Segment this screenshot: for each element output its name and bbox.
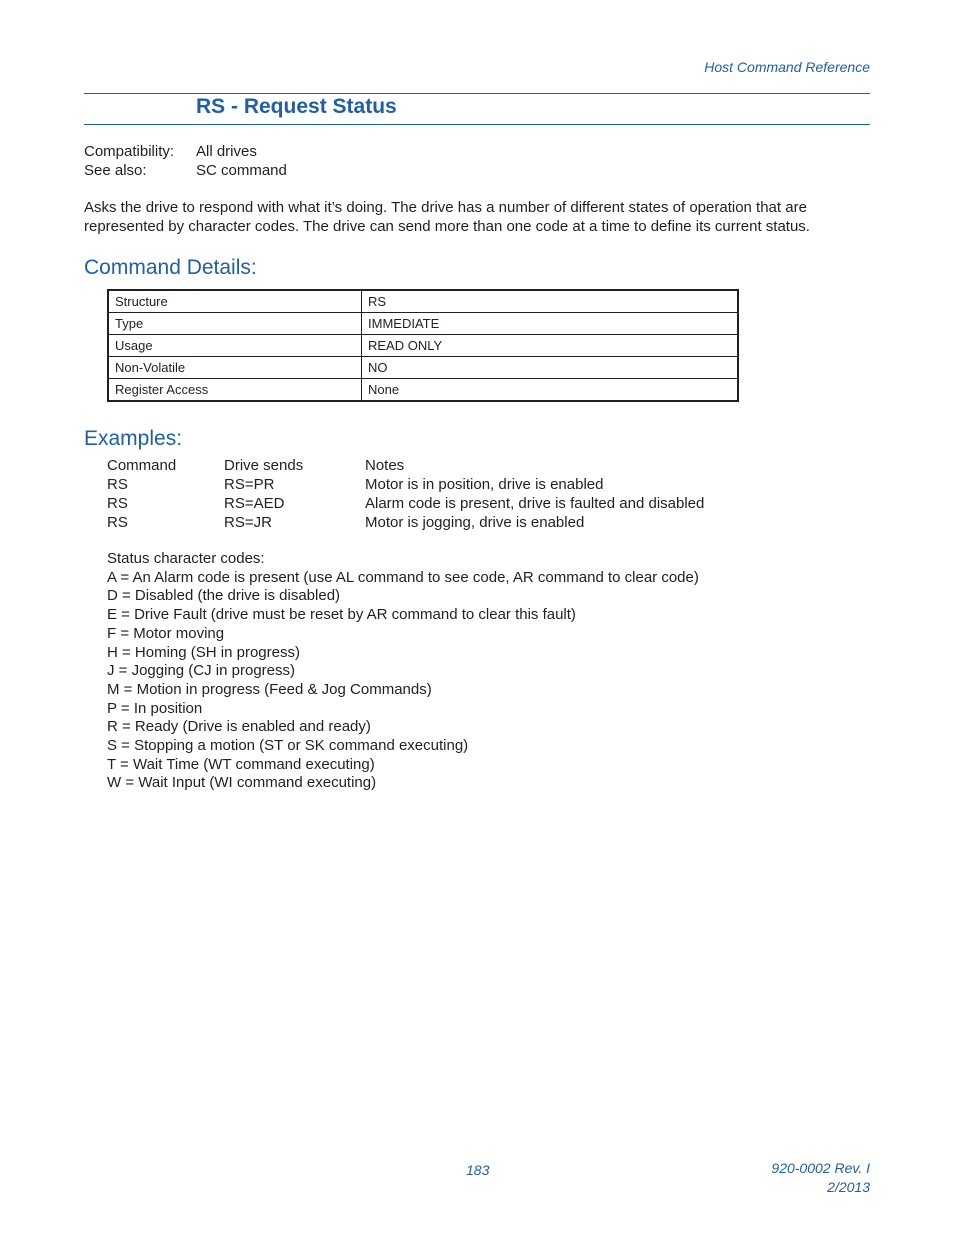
- command-details-table: [107, 289, 739, 402]
- detail-key: Non-Volatile: [108, 357, 362, 379]
- doc-date: 2/2013: [827, 1179, 870, 1195]
- table-row: [108, 379, 738, 402]
- meta-value: SC command: [196, 162, 287, 179]
- page-number: 183: [466, 1162, 490, 1178]
- example-row: [107, 513, 704, 532]
- example-row: [107, 494, 704, 513]
- example-notes: Alarm code is present, drive is faulted and disabled: [365, 495, 705, 512]
- status-codes-block: [107, 550, 699, 793]
- status-code-item: A = An Alarm code is present (use AL command to see code, AR command to clear code): [107, 568, 699, 586]
- example-notes: Motor is in position, drive is enabled: [365, 476, 604, 493]
- table-row: [108, 313, 738, 335]
- status-code-item: E = Drive Fault (drive must be reset by AR command to clear this fault): [107, 606, 576, 624]
- detail-value: RS: [362, 290, 739, 313]
- status-code-item: P = In position: [107, 699, 203, 717]
- meta-row-see-also: [84, 161, 287, 180]
- meta-block: [84, 142, 287, 180]
- status-codes-heading: Status character codes:: [107, 550, 265, 567]
- intro-paragraph: Asks the drive to respond with what it’s doing. The drive has a number of different states of operation that are represented by character codes. The drive can send more than one code at a time to define its current status.: [84, 199, 810, 235]
- meta-label: See also:: [84, 162, 147, 179]
- page-title: RS - Request Status: [196, 95, 397, 118]
- example-command: RS: [107, 495, 128, 512]
- meta-label: Compatibility:: [84, 143, 175, 160]
- status-code-item: T = Wait Time (WT command executing): [107, 755, 375, 773]
- title-rule-top: [84, 93, 870, 94]
- example-command: RS: [107, 476, 128, 493]
- meta-row-compatibility: [84, 142, 287, 161]
- detail-value: READ ONLY: [362, 335, 739, 357]
- meta-value: All drives: [196, 143, 257, 160]
- detail-key: Type: [108, 313, 362, 335]
- examples-block: [107, 456, 704, 532]
- example-notes: Motor is jogging, drive is enabled: [365, 514, 585, 531]
- examples-heading: Examples:: [84, 427, 183, 450]
- status-code-item: J = Jogging (CJ in progress): [107, 662, 295, 680]
- detail-value: None: [362, 379, 739, 402]
- status-code-item: W = Wait Input (WI command executing): [107, 774, 377, 792]
- table-row: [108, 357, 738, 379]
- status-code-item: H = Homing (SH in progress): [107, 643, 300, 661]
- title-rule-bottom: [84, 124, 870, 125]
- detail-key: Register Access: [108, 379, 362, 402]
- detail-key: Usage: [108, 335, 362, 357]
- status-code-item: F = Motor moving: [107, 624, 225, 642]
- detail-value: IMMEDIATE: [362, 313, 739, 335]
- status-code-item: D = Disabled (the drive is disabled): [107, 587, 341, 605]
- status-code-item: R = Ready (Drive is enabled and ready): [107, 718, 371, 736]
- doc-number: 920-0002 Rev. I: [771, 1160, 870, 1176]
- example-response: RS=PR: [224, 476, 275, 493]
- table-row: [108, 335, 738, 357]
- column-header-drive-sends: Drive sends: [224, 457, 304, 474]
- detail-value: NO: [362, 357, 739, 379]
- example-response: RS=AED: [224, 495, 285, 512]
- examples-header-row: [107, 456, 704, 475]
- example-response: RS=JR: [224, 514, 272, 531]
- detail-key: Structure: [108, 290, 362, 313]
- status-code-item: M = Motion in progress (Feed & Jog Commands): [107, 680, 432, 698]
- table-row: [108, 290, 738, 313]
- document-id: [771, 1159, 870, 1197]
- status-code-item: S = Stopping a motion (ST or SK command executing): [107, 737, 469, 755]
- command-details-heading: Command Details:: [84, 256, 257, 279]
- running-header: Host Command Reference: [704, 59, 870, 75]
- example-row: [107, 475, 704, 494]
- column-header-command: Command: [107, 457, 177, 474]
- column-header-notes: Notes: [365, 457, 405, 474]
- example-command: RS: [107, 514, 128, 531]
